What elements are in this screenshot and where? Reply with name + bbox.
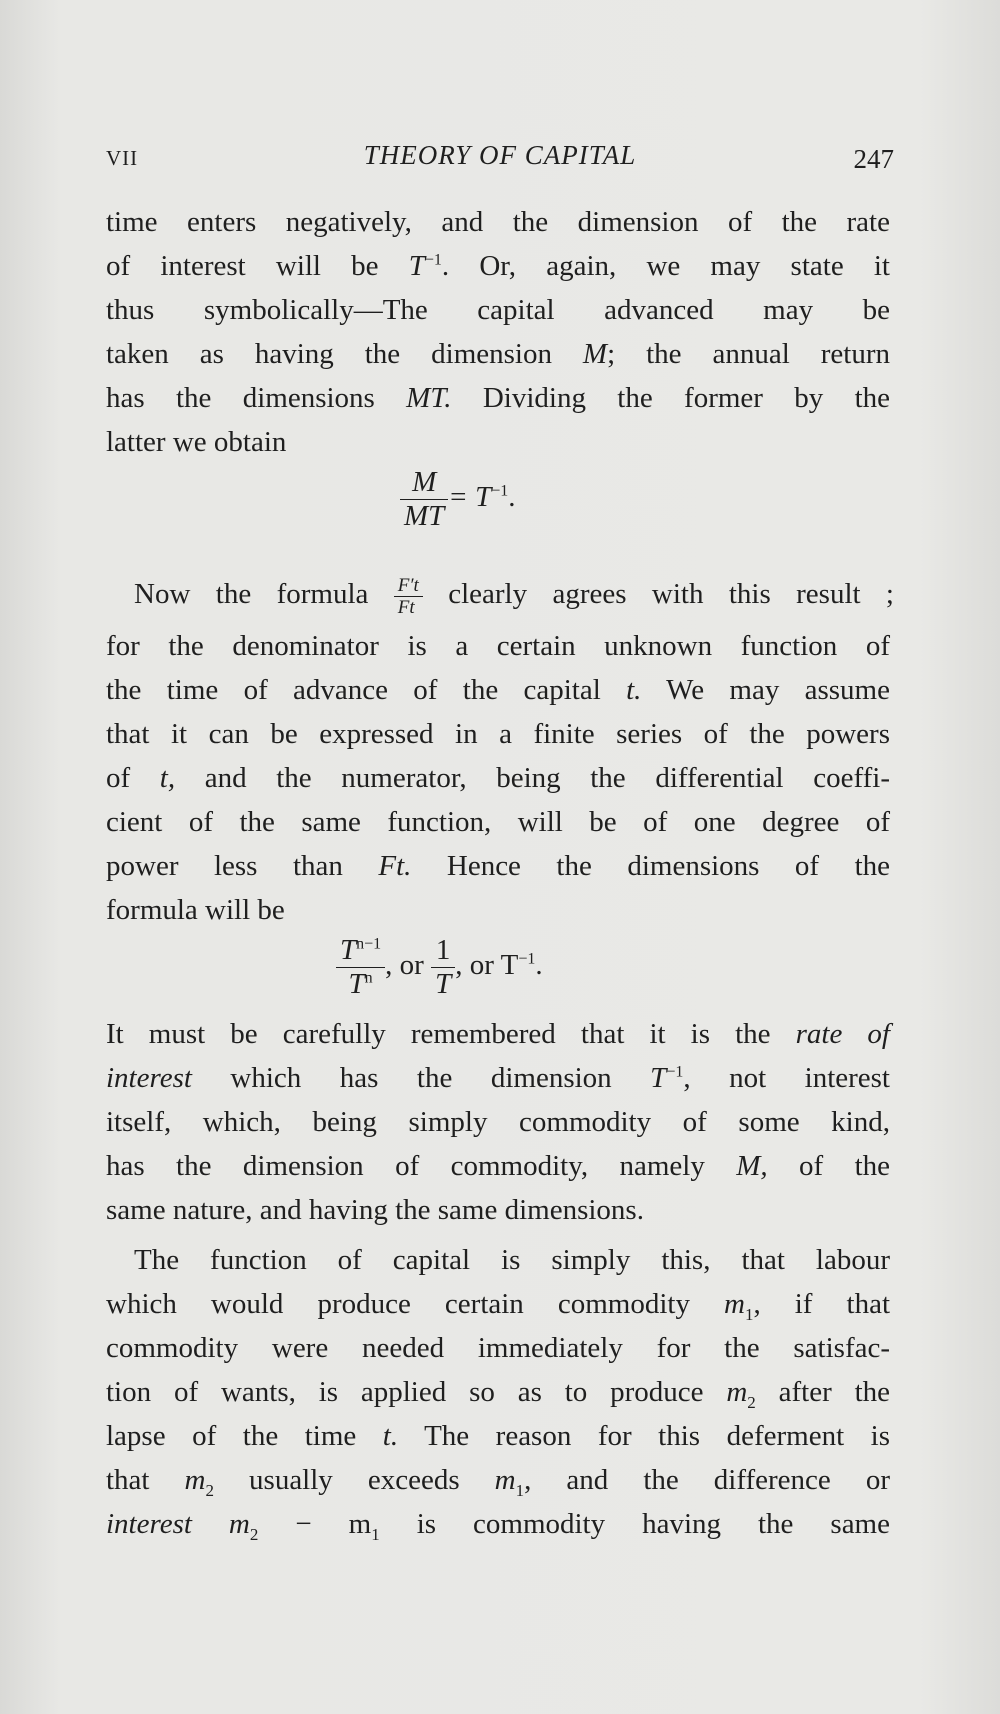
equation-formula-dimensions: $\frac{T^{n-1}}{T^n}$ , or $\frac{1}{T}$ , or $T^{-1}$.	[336, 934, 543, 1001]
text-line: time enters negatively, and the dimension of the rate	[106, 206, 890, 238]
text-line: that $m_2$ usually exceeds $m_1$, and the difference or	[106, 1464, 890, 1500]
text-line: of interest will be $T^{-1}$. Or, again, we may state it	[106, 250, 890, 282]
equation-dimension: $\frac{M}{MT}$ = $T^{-1}$.	[400, 466, 516, 533]
text-line: itself, which, being simply commodity of some kind,	[106, 1106, 890, 1138]
text-line: power less than Ft. Hence the dimensions of the	[106, 850, 890, 882]
text-line: the time of advance of the capital t. We may assume	[106, 674, 890, 706]
text-line: interest which has the dimension $T^{-1}$, not interest	[106, 1062, 890, 1094]
text-line: It must be carefully remembered that it is the rate of	[106, 1018, 890, 1050]
text-line: of t, and the numerator, being the differential coeffi-	[106, 762, 890, 794]
text-line: lapse of the time t. The reason for this deferment is	[106, 1420, 890, 1452]
text-line: for the denominator is a certain unknown function of	[106, 630, 890, 662]
text-line: that it can be expressed in a finite series of the powers	[106, 718, 890, 750]
text-line: same nature, and having the same dimensions.	[106, 1194, 644, 1226]
page-number: 247	[853, 144, 894, 174]
text-line: commodity were needed immediately for the satisfac-	[106, 1332, 890, 1364]
text-line: latter we obtain	[106, 426, 287, 458]
text-line: formula will be	[106, 894, 285, 926]
text-line: interest $m_2 - m_1$ is commodity having the same	[106, 1508, 890, 1544]
text-line: has the dimension of commodity, namely M, of the	[106, 1150, 890, 1182]
text-line: Now the formula $\frac{F't}{Ft}$ clearly agrees with this result ;	[134, 574, 894, 618]
running-header	[106, 140, 894, 184]
text-line: taken as having the dimension M; the annual return	[106, 338, 890, 370]
text-line: The function of capital is simply this, that labour	[134, 1244, 890, 1276]
text-line: thus symbolically—The capital advanced may be	[106, 294, 890, 326]
chapter-number: VII	[106, 146, 139, 170]
text-line: tion of wants, is applied so as to produce $m_2$ after the	[106, 1376, 891, 1412]
text-line: cient of the same function, will be of one degree of	[106, 806, 890, 838]
running-title: THEORY OF CAPITAL	[363, 140, 637, 170]
text-line: which would produce certain commodity $m_1$, if that	[106, 1288, 890, 1324]
text-line: has the dimensions MT. Dividing the former by the	[106, 382, 891, 414]
